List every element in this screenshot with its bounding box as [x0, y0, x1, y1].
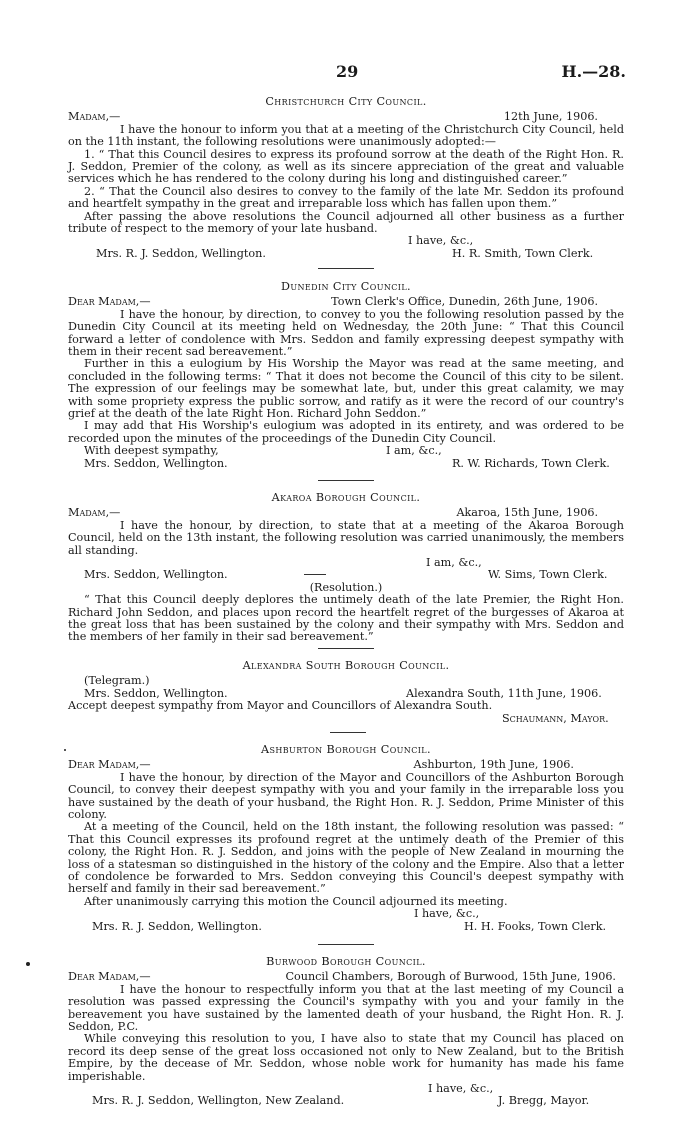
- signer: W. Sims, Town Clerk.: [488, 568, 608, 582]
- section-divider: [318, 944, 374, 945]
- paragraph: I have the honour to respectfully inform you that at the last meeting of my Council a resolution was passed expressing the Council's sympathy with you and your family in the bereavement you have sustained by the lamented death of your husband, the Right Hon. R. J. Seddon, P.C.: [68, 982, 624, 1034]
- letter-dunedin: [68, 281, 624, 470]
- addressee: Mrs. R. J. Seddon, Wellington.: [96, 246, 266, 260]
- closing: I am, &c.,: [426, 556, 482, 570]
- page-number: 29: [336, 62, 359, 81]
- addressee: Mrs. Seddon, Wellington.: [84, 568, 228, 582]
- addressee: Mrs. R. J. Seddon, Wellington.: [92, 919, 262, 933]
- section-title: Christchurch City Council.: [265, 95, 427, 108]
- telegram-label: (Telegram.): [84, 674, 150, 688]
- signer: H. R. Smith, Town Clerk.: [452, 246, 594, 260]
- letter-date: Council Chambers, Borough of Burwood, 15th June, 1906.: [285, 970, 616, 984]
- paragraph: I have the honour to inform you that at a meeting of the Christchurch City Council, held on the 11th instant, the following resolutions were unanimously adopted:—: [68, 122, 624, 149]
- resolution-label: (Resolution.): [309, 580, 383, 594]
- salutation: Dear Madam,—: [68, 970, 151, 984]
- page-reference: H.—28.: [561, 62, 626, 81]
- paragraph: Further in this a eulogium by His Worship the Mayor was read at the same meeting, and concluded in the following terms: “ That it does not become the Council of this city to be silent. The expression of our feelings may be somewhat late, but, under this great calamity, we may with some propriety express the public sorrow, and ratify as it were the record of our country's grief at the death of the late Right Hon. Richard John Seddon.”: [68, 357, 624, 421]
- letter-date: Town Clerk's Office, Dunedin, 26th June, 1906.: [331, 295, 598, 309]
- section-title: Ashburton Borough Council.: [261, 743, 431, 756]
- section-divider: [330, 732, 366, 733]
- paragraph: “ That this Council deeply deplores the untimely death of the late Premier, the Right Hon. Richard John Seddon, and places upon record the heartfelt regret of the burgesses of Akaroa at the great loss that has been sustained by the colony and their sympathy with Mrs. Seddon and the members of her family in their sad bereavement.”: [68, 593, 624, 644]
- letter-date: 12th June, 1906.: [503, 110, 598, 124]
- letter-burwood: [68, 956, 624, 1108]
- salutation: Madam,—: [68, 110, 121, 124]
- letter-date: Akaroa, 15th June, 1906.: [456, 506, 598, 520]
- letter-date: Ashburton, 19th June, 1906.: [413, 758, 574, 772]
- telegram-message: Accept deepest sympathy from Mayor and Councillors of Alexandra South.: [68, 699, 493, 713]
- addressee: Mrs. Seddon, Wellington.: [84, 686, 228, 700]
- sympathy-line: With deepest sympathy,: [84, 444, 219, 458]
- paragraph: I have the honour, by direction, to state that at a meeting of the Akaroa Borough Council, held on the 13th instant, the following resolution was carried unanimously, the members all standing.: [68, 518, 624, 557]
- closing: I am, &c.,: [386, 444, 442, 458]
- section-divider: [318, 648, 374, 649]
- paragraph: 2. “ That the Council also desires to convey to the family of the late Mr. Seddon its profound and heartfelt sympathy in the great and irreparable loss which has fallen upon them.”: [68, 184, 624, 211]
- signer: R. W. Richards, Town Clerk.: [452, 456, 610, 470]
- signer: Schaumann, Mayor.: [502, 711, 609, 725]
- letter-ashburton: [68, 744, 624, 933]
- section-divider: [318, 268, 374, 269]
- salutation: Dear Madam,—: [68, 295, 151, 309]
- closing: I have, &c.,: [408, 234, 474, 248]
- stray-ink-dot: [64, 749, 66, 751]
- paragraph: After unanimously carrying this motion the Council adjourned its meeting.: [84, 894, 508, 908]
- signer: J. Bregg, Mayor.: [498, 1094, 590, 1108]
- page-header: [0, 62, 700, 82]
- stray-ink-dot: [26, 962, 30, 966]
- addressee: Mrs. R. J. Seddon, Wellington, New Zealand.: [92, 1094, 345, 1108]
- letter-date: Alexandra South, 11th June, 1906.: [406, 686, 602, 700]
- paragraph: 1. “ That this Council desires to express its profound sorrow at the death of the Right Hon. R. J. Seddon, Premier of the colony, as well as its sincere appreciation of the great and valuable services which he has rendered to the colony during his long and distinguished career.”: [68, 147, 624, 186]
- paragraph: I have the honour, by direction, to convey to you the following resolution passed by the Dunedin City Council at its meeting held on Wednesday, the 20th June: “ That this Council forward a letter of condolence with Mrs. Seddon and family expressing deepest sympathy with them in their recent sad bereavement.”: [68, 307, 624, 359]
- paragraph: After passing the above resolutions the Council adjourned all other business as a further tribute of respect to the memory of your late husband.: [68, 209, 624, 236]
- closing: I have, &c.,: [428, 1082, 494, 1096]
- section-divider: [318, 480, 374, 481]
- letter-alexandra-south: [68, 660, 624, 725]
- section-title: Alexandra South Borough Council.: [242, 659, 450, 672]
- addressee: Mrs. Seddon, Wellington.: [84, 456, 228, 470]
- section-title: Burwood Borough Council.: [266, 955, 426, 968]
- paragraph: I have the honour, by direction of the Mayor and Councillors of the Ashburton Borough Council, to convey their deepest sympathy with you and your family in the irreparable loss you have sustained by the death of your husband, the Right Hon. R. J. Seddon, Prime Minister of this colony.: [68, 770, 624, 822]
- letter-christchurch: [68, 96, 624, 260]
- signer: H. H. Fooks, Town Clerk.: [464, 919, 607, 933]
- paragraph: While conveying this resolution to you, I have also to state that my Council has placed on record its deep sense of the great loss occasioned not only to New Zealand, but to the British Empire, by the decease of Mr. Seddon, whose noble work for humanity has made his fame imperishable.: [68, 1032, 624, 1083]
- letter-akaroa: [68, 492, 624, 644]
- section-title: Dunedin City Council.: [281, 280, 411, 293]
- section-title: Akaroa Borough Council.: [271, 491, 421, 504]
- paragraph: At a meeting of the Council, held on the 18th instant, the following resolution was passed: “ That this Council expresses its profound regret at the untimely death of the Premier of this colony, the Right Hon. R. J. Seddon, and joins with the people of New Zealand in mourning the loss of a statesman so distinguished in the history of the colony and the Empire. Also that a letter of condolence be forwarded to Mrs. Seddon conveying this Council's deepest sympathy with herself and family in their sad bereavement.”: [68, 820, 624, 896]
- salutation: Dear Madam,—: [68, 758, 151, 772]
- closing: I have, &c.,: [414, 907, 480, 921]
- paragraph: I may add that His Worship's eulogium was adopted in its entirety, and was ordered to be recorded upon the minutes of the proceedings of the Dunedin City Council.: [68, 419, 624, 445]
- salutation: Madam,—: [68, 506, 121, 520]
